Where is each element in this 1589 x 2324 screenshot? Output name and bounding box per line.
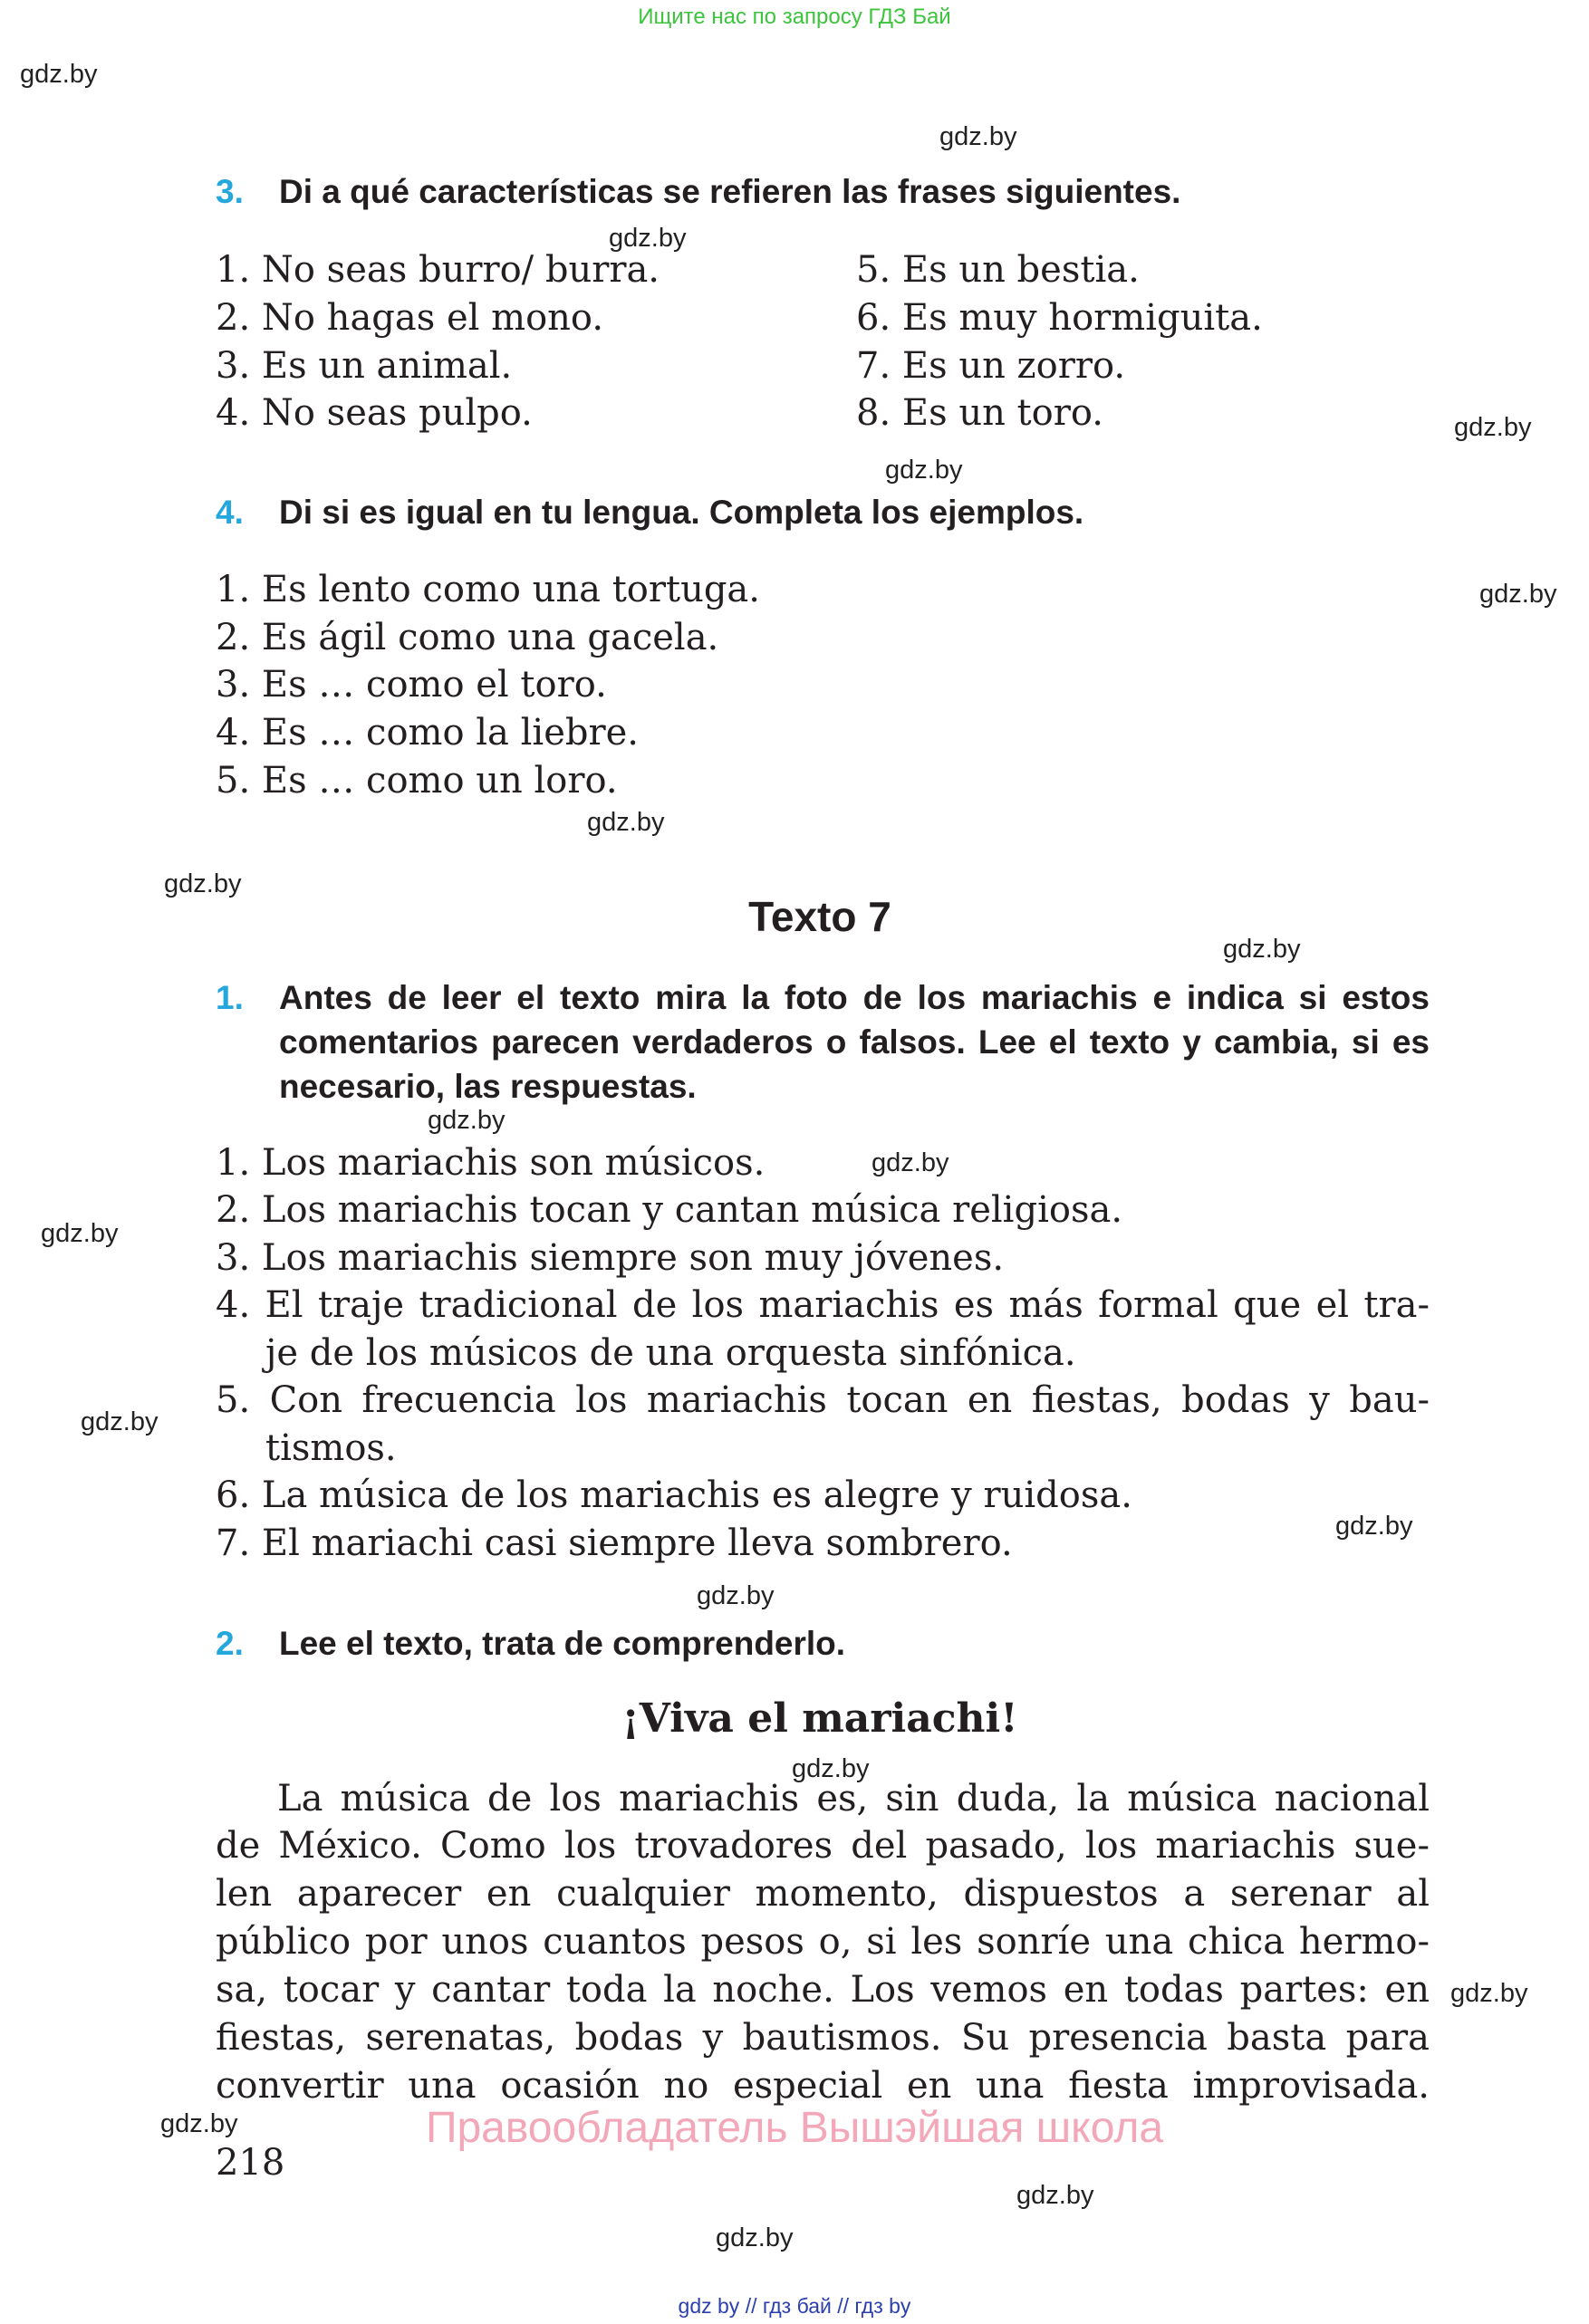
list-item-continuation: je de los músicos de una orquesta sinfónica. (265, 1332, 1076, 1374)
list-item: 1. Los mariachis son músicos. (216, 1142, 766, 1184)
watermark: gdz.by (428, 1106, 506, 1135)
list-item: 2. Es ágil como una gacela. (216, 617, 719, 658)
watermark: gdz.by (872, 1148, 949, 1177)
story-line: fiestas, serenatas, bodas y bautismos. Su presencia basta para (216, 2017, 1430, 2059)
watermark: gdz.by (716, 2223, 794, 2252)
watermark: gdz.by (939, 122, 1017, 151)
watermark: gdz.by (1016, 2181, 1094, 2210)
exercise-number: 2. (216, 1625, 244, 1662)
top-banner: Ищите нас по запросу ГДЗ Бай (638, 5, 951, 29)
story-title: ¡Viva el mariachi! (621, 1695, 1018, 1742)
story-line: público por unos cuantos pesos o, si les sonríe una chica hermo- (216, 1921, 1430, 1963)
section-title: Texto 7 (748, 893, 891, 940)
texto7-task-1-instruction (216, 975, 1430, 1109)
copyright-notice: Правообладатель Вышэйшая школа (425, 2104, 1164, 2152)
story-line: sa, tocar y cantar toda la noche. Los vemos en todas partes: en (216, 1969, 1430, 2011)
list-item: 7. El mariachi casi siempre lleva sombrero. (216, 1522, 1013, 1564)
watermark: gdz.by (1450, 1979, 1528, 2008)
list-item: 5. Con frecuencia los mariachis tocan en fiestas, bodas y bau- (216, 1379, 1430, 1421)
exercise-3-instruction (216, 169, 1430, 214)
list-item: 2. No hagas el mono. (216, 297, 604, 339)
list-item: 5. Es … como un loro. (216, 760, 618, 802)
watermark: gdz.by (587, 808, 665, 837)
list-item: 3. Es un animal. (216, 345, 513, 387)
story-line: La música de los mariachis es, sin duda, la música nacional (277, 1778, 1430, 1820)
watermark: gdz.by (1454, 413, 1532, 442)
watermark: gdz.by (1335, 1512, 1413, 1541)
instruction-text: Antes de leer el texto mira la foto de los mariachis e indica si estos comentarios parecen verdaderos o falsos. Lee el texto y cambia, si es necesario, las respuestas. (279, 979, 1430, 1105)
list-item: 6. Es muy hormiguita. (856, 297, 1263, 339)
instruction-text: Di si es igual en tu lengua. Completa los ejemplos. (279, 494, 1084, 531)
instruction-text: Lee el texto, trata de comprenderlo. (279, 1625, 846, 1662)
watermark: gdz.by (41, 1219, 119, 1248)
watermark: gdz.by (885, 456, 963, 485)
exercise-number: 3. (216, 173, 244, 210)
list-item: 3. Es … como el toro. (216, 664, 607, 706)
watermark: gdz.by (697, 1581, 775, 1610)
list-item: 4. Es … como la liebre. (216, 712, 639, 754)
story-line: de México. Como los trovadores del pasado, los mariachis sue- (216, 1825, 1430, 1867)
list-item: 3. Los mariachis siempre son muy jóvenes. (216, 1237, 1005, 1279)
watermark: gdz.by (609, 224, 687, 253)
watermark: gdz.by (160, 2109, 238, 2138)
list-item-continuation: tismos. (265, 1427, 397, 1469)
exercise-4-instruction (216, 490, 1430, 534)
list-item: 1. Es lento como una tortuga. (216, 569, 760, 610)
exercise-number: 4. (216, 494, 244, 531)
story-line: convertir una ocasión no especial en una fiesta improvisada. (216, 2065, 1430, 2107)
instruction-text: Di a qué características se refieren las frases siguientes. (279, 173, 1181, 210)
list-item: 8. Es un toro. (856, 392, 1103, 434)
list-item: 6. La música de los mariachis es alegre y ruidosa. (216, 1474, 1132, 1516)
exercise-number: 1. (216, 979, 244, 1016)
watermark: gdz.by (1479, 580, 1557, 609)
texto7-task-2-instruction (216, 1621, 1430, 1666)
watermark: gdz.by (1223, 935, 1301, 964)
bottom-banner: gdz by // гдз бай // гдз by (678, 2294, 911, 2318)
list-item: 2. Los mariachis tocan y cantan música religiosa. (216, 1189, 1123, 1231)
page-number: 218 (216, 2142, 285, 2184)
story-line: len aparecer en cualquier momento, dispuestos a serenar al (216, 1873, 1430, 1915)
list-item: 4. No seas pulpo. (216, 392, 533, 434)
watermark: gdz.by (164, 869, 242, 898)
list-item: 7. Es un zorro. (856, 345, 1126, 387)
list-item: 1. No seas burro/ burra. (216, 249, 660, 291)
watermark: gdz.by (81, 1407, 159, 1436)
watermark: gdz.by (20, 60, 98, 89)
list-item: 4. El traje tradicional de los mariachis es más formal que el tra- (216, 1284, 1430, 1326)
list-item: 5. Es un bestia. (856, 249, 1140, 291)
watermark: gdz.by (792, 1754, 870, 1783)
